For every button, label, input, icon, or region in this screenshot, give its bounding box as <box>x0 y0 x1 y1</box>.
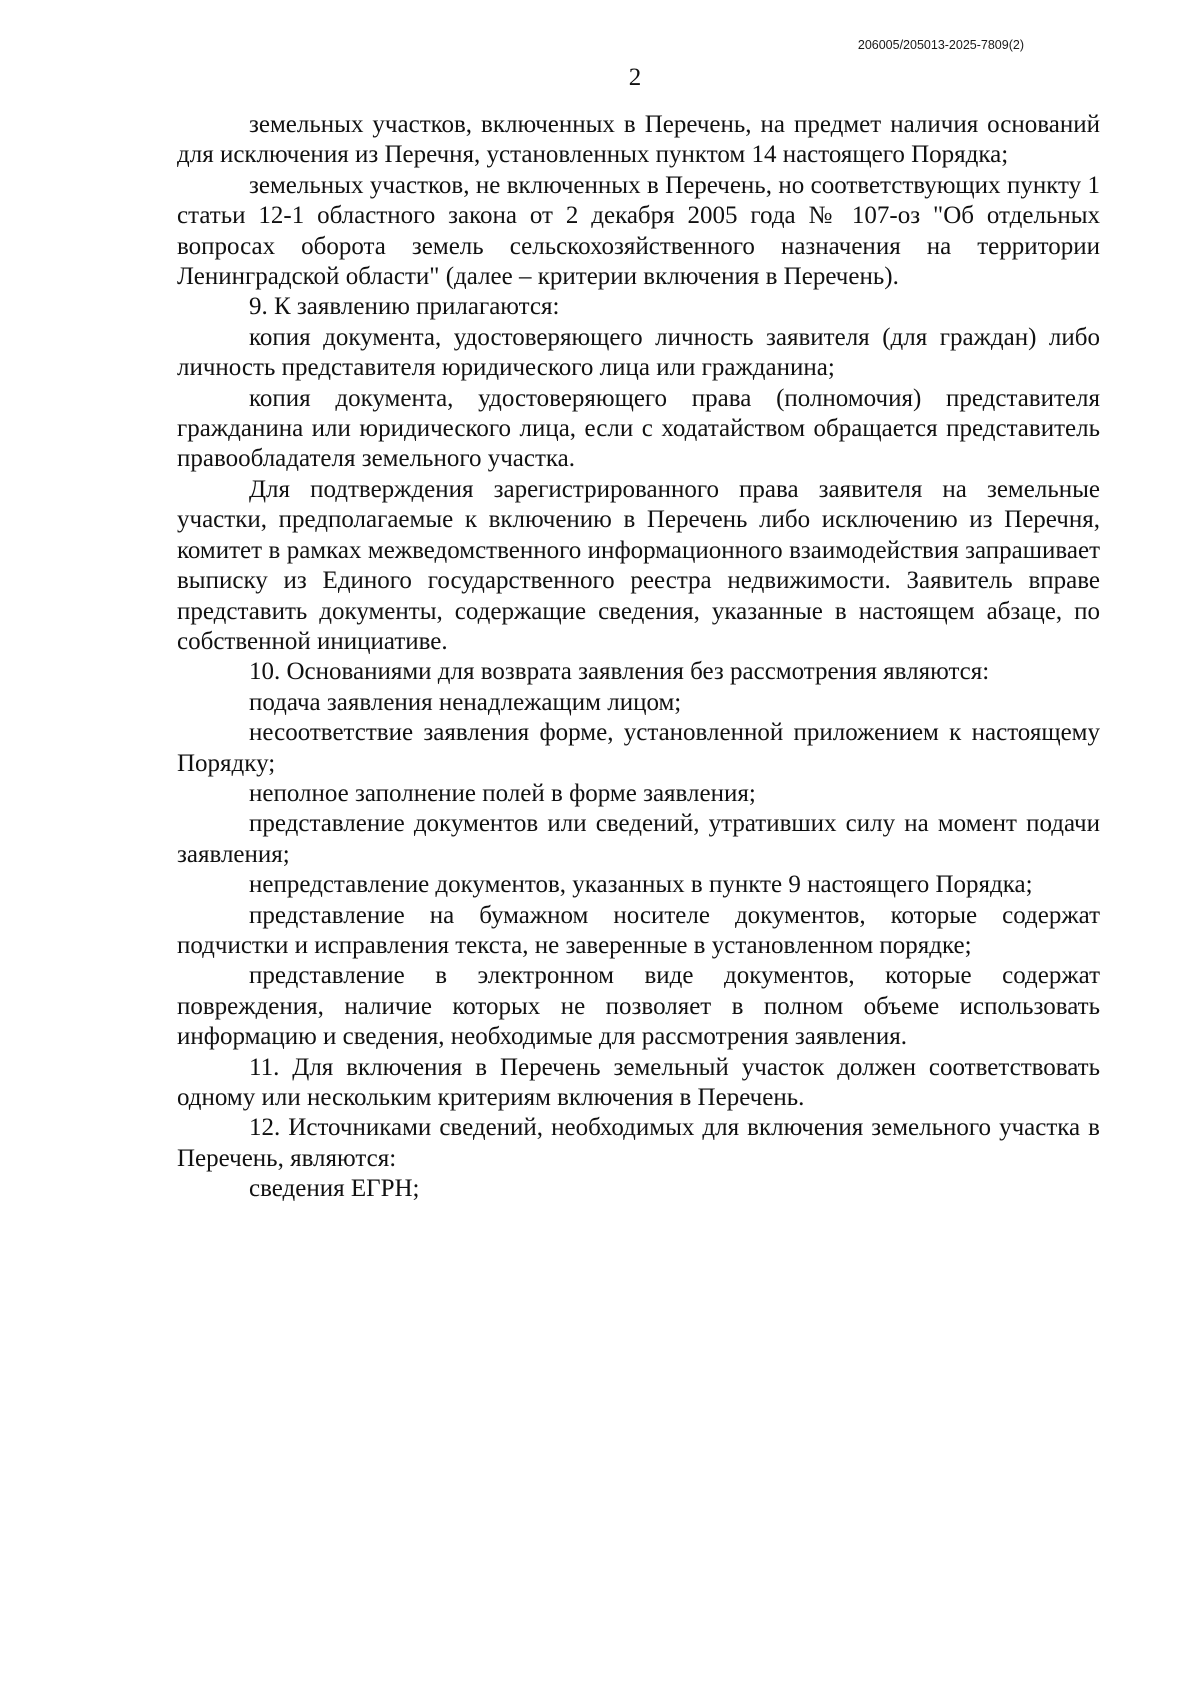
paragraph-form-mismatch: несоответствие заявления форме, установленной приложением к настоящему Порядку; <box>177 719 1100 777</box>
document-registration-number: 206005/205013-2025-7809(2) <box>857 38 1024 52</box>
paragraph-item-11: 11. Для включения в Перечень земельный участок должен соответствовать одному или нескольким критериям включения в Перечень. <box>177 1053 1100 1111</box>
paragraph-item-9-heading: 9. К заявлению прилагаются: <box>249 293 560 321</box>
paragraph-identity-document: копия документа, удостоверяющего личность заявителя (для граждан) либо личность представителя юридического лица или гражданина; <box>177 323 1100 382</box>
paragraph-electronic-damage: представление в электронном виде документов, которые содержат повреждения, наличие которых не позволяет в полном объеме использовать информацию и сведения, необходимые для рассмотрения заявления. <box>177 962 1100 1051</box>
paragraph-item-12-heading: 12. Источниками сведений, необходимых для включения земельного участка в Перечень, являются: <box>177 1114 1100 1172</box>
paragraph-expired-documents: представление документов или сведений, утративших силу на момент подачи заявления; <box>177 810 1100 868</box>
paragraph-incomplete-fields: неполное заполнение полей в форме заявления; <box>249 779 756 807</box>
paragraph-excluded-plots: земельных участков, включенных в Перечень, на предмет наличия оснований для исключения из Перечня, установленных пунктом 14 настоящего Порядка; <box>177 111 1100 169</box>
paragraph-missing-documents: непредставление документов, указанных в пункте 9 настоящего Порядка; <box>249 871 1033 899</box>
paragraph-paper-corrections: представление на бумажном носителе документов, которые содержат подчистки и исправления текста, не заверенные в установленном порядке; <box>177 901 1100 959</box>
page-number: 2 <box>628 64 642 91</box>
paragraph-authority-document: копия документа, удостоверяющего права (полномочия) представителя гражданина или юридического лица, если с ходатайством обращается представитель правообладателя земельного участка. <box>177 384 1100 473</box>
paragraph-improper-person: подача заявления ненадлежащим лицом; <box>249 688 682 716</box>
document-body <box>177 110 1100 1205</box>
paragraph-not-included-plots: земельных участков, не включенных в Перечень, но соответствующих пункту 1 статьи 12-1 областного закона от 2 декабря 2005 года № 107-оз "Об отдельных вопросах оборота земель сельскохозяйственного назначения на территории Ленинградской области" (далее – критерии включения в Перечень). <box>177 171 1100 291</box>
paragraph-egrn-info: сведения ЕГРН; <box>249 1175 420 1203</box>
paragraph-item-10-heading: 10. Основаниями для возврата заявления без рассмотрения являются: <box>249 658 990 686</box>
paragraph-registry-extract: Для подтверждения зарегистрированного права заявителя на земельные участки, предполагаемые к включению в Перечень либо исключению из Перечня, комитет в рамках межведомственного информационного взаимодействия запрашивает выписку из Единого государственного реестра недвижимости. Заявитель вправе представить документы, содержащие сведения, указанные в настоящем абзаце, по собственной инициативе. <box>177 475 1100 655</box>
